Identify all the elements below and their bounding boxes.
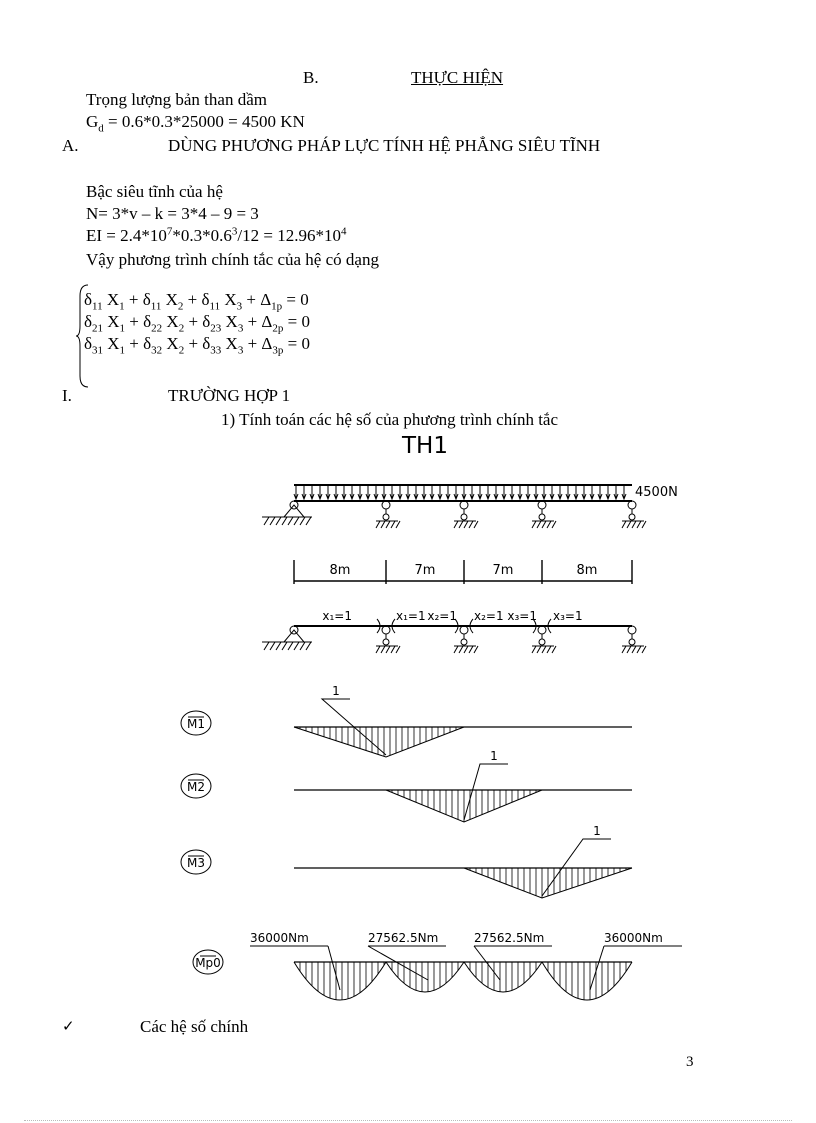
moment-value-label: 27562.5Nm xyxy=(474,931,545,945)
span-label: 7m xyxy=(492,563,514,578)
span-label: 7m xyxy=(414,563,436,578)
span-label: 8m xyxy=(329,563,351,578)
unit-load-label: x₂=1 xyxy=(474,609,504,623)
section-a-number: A. xyxy=(62,136,79,155)
beam-basic-system xyxy=(262,609,646,653)
canonical-equation-2: $\delta_{21}$ $X_1 + \delta_{22}$ $X_2 + \delta_{23}$ $X_3 + \Delta_{2p} = 0$ xyxy=(84,312,310,335)
load-label: 4500N xyxy=(635,485,678,500)
check-mark-icon: ✓ xyxy=(62,1017,75,1035)
canonical-equation-1: $\delta_{11}$ $X_1 + \delta_{11}$ $X_2 + \delta_{11}$ $X_3 + \Delta_{1p} = 0$ xyxy=(84,290,309,313)
section-i-title: TRƯỜNG HỢP 1 xyxy=(168,386,291,405)
diagram-name: M1 xyxy=(187,717,205,731)
sub-heading: 1) Tính toán các hệ số của phương trình chính tắc xyxy=(221,410,559,429)
unit-load-label: x₃=1 xyxy=(553,609,583,623)
page-number: 3 xyxy=(686,1054,694,1070)
unit-load-label: x₁=1 xyxy=(322,609,352,623)
gd-formula: $G_d = 0.6*0.3*25000 = 4500$ KN xyxy=(86,112,305,135)
section-a-title: DÙNG PHƯƠNG PHÁP LỰC TÍNH HỆ PHẲNG SIÊU TĨNH xyxy=(168,136,601,155)
degree-label: Bậc siêu tĩnh của hệ xyxy=(86,182,223,201)
beam-primary xyxy=(262,501,646,528)
unit-load-label: x₃=1 xyxy=(507,609,537,623)
section-b-number: B. xyxy=(303,68,319,87)
span-dimensions xyxy=(294,560,632,584)
diagram-name: Mp0 xyxy=(195,956,221,970)
moment-value-label: 36000Nm xyxy=(250,931,309,945)
diagram-name: M2 xyxy=(187,780,205,794)
peak-label: 1 xyxy=(593,824,601,838)
self-weight-label: Trọng lượng bản than dầm xyxy=(86,90,267,109)
section-b-title: THỰC HIỆN xyxy=(411,68,504,87)
ei-formula: EI = $2.4*10^7*0.3*0.6^3/12 = 12.96*10^4$ xyxy=(86,225,347,245)
canonical-equation-3: $\delta_{31}$ $X_1 + \delta_{32}$ $X_2 + \delta_{33}$ $X_3 + \Delta_{3p} = 0$ xyxy=(84,334,310,357)
span-label: 8m xyxy=(576,563,598,578)
n-formula: N= 3*v – k = 3*4 – 9 = 3 xyxy=(86,204,259,223)
distributed-load xyxy=(294,485,632,499)
canonical-label: Vậy phương trình chính tắc của hệ có dạng xyxy=(86,250,379,269)
moment-diagrams xyxy=(181,684,682,1000)
main-coefficients-label: Các hệ số chính xyxy=(140,1017,249,1036)
peak-label: 1 xyxy=(490,749,498,763)
moment-value-label: 27562.5Nm xyxy=(368,931,439,945)
unit-load-label: x₂=1 xyxy=(427,609,457,623)
figure-title: TH1 xyxy=(402,433,448,459)
unit-load-label: x₁=1 xyxy=(396,609,426,623)
moment-value-label: 36000Nm xyxy=(604,931,663,945)
diagram-name: M3 xyxy=(187,856,205,870)
footer-divider xyxy=(24,1120,792,1121)
peak-label: 1 xyxy=(332,684,340,698)
section-i-number: I. xyxy=(62,386,72,405)
